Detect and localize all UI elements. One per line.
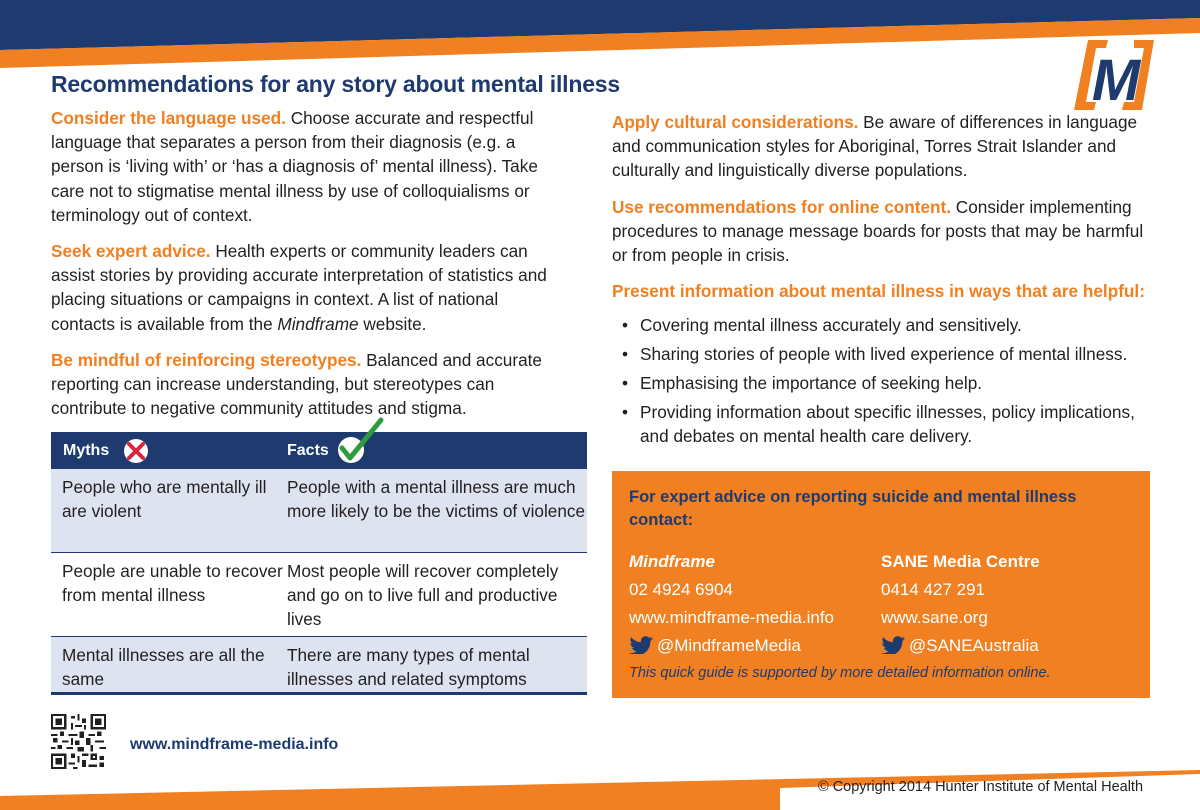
sane-twitter-row[interactable] xyxy=(881,632,1040,660)
table-header xyxy=(51,432,587,468)
stereotypes-lead: Be mindful of reinforcing stereotypes. xyxy=(51,349,362,370)
twitter-bird-icon xyxy=(629,636,655,654)
expert-italic: Mindframe xyxy=(277,313,359,334)
online-text: Consider implementing procedures to manage message boards for posts that may be harmful or from people in crisis. xyxy=(612,196,1144,266)
sane-twitter: @SANEAustralia xyxy=(909,636,1039,655)
cultural-paragraph xyxy=(612,110,1152,183)
copyright: © Copyright 2014 Hunter Institute of Mental Health xyxy=(818,779,1144,795)
qr-code-icon xyxy=(51,714,106,769)
mindframe-twitter: @MindframeMedia xyxy=(657,636,801,655)
right-column xyxy=(612,110,1152,453)
fact-cell: There are many types of mental illnesses and related symptoms xyxy=(287,645,530,689)
helpful-list xyxy=(622,313,1152,448)
sane-name: SANE Media Centre xyxy=(881,552,1040,571)
cultural-lead: Apply cultural considerations. xyxy=(612,112,859,132)
contact-note: This quick guide is supported by more detailed information online. xyxy=(629,665,1051,681)
sane-web[interactable]: www.sane.org xyxy=(881,608,988,627)
fact-cell: Most people will recover completely and go on to live full and productive lives xyxy=(287,561,559,629)
mindframe-contact xyxy=(629,548,834,660)
expert-lead: Seek expert advice. xyxy=(51,241,211,262)
list-item: • Covering mental illness accurately and sensitively. xyxy=(622,313,1152,337)
myths-facts-table xyxy=(51,432,587,695)
list-item: • Emphasising the importance of seeking help. xyxy=(622,371,1152,395)
online-paragraph xyxy=(612,195,1152,268)
myth-cell: Mental illnesses are all the same xyxy=(62,645,265,689)
top-banner xyxy=(0,0,1200,68)
language-text: Choose accurate and respectful language that separates a person from their diagnosis (e.g. a person is ‘living with’ or ‘has a diagnosis of’ mental illness). Take care not to stigmatise mental illness by use of colloquialisms or terminology out of context. xyxy=(51,108,538,225)
language-lead: Consider the language used. xyxy=(51,108,286,128)
language-paragraph xyxy=(51,106,561,227)
sane-contact xyxy=(881,548,1040,660)
mindframe-name: Mindframe xyxy=(629,552,715,571)
mindframe-phone[interactable]: 02 4924 6904 xyxy=(629,580,733,599)
online-lead: Use recommendations for online content. xyxy=(612,196,952,217)
facts-header: Facts xyxy=(287,442,329,459)
expert-text-a: Health experts or community leaders can assist stories by providing accurate interpretation of statistics and placing situations or campaigns in context. A list of national contacts is available from the xyxy=(51,241,547,334)
contact-title: For expert advice on reporting suicide and mental illness contact: xyxy=(629,488,1077,529)
fact-cell: People with a mental illness are much more likely to be the victims of violence xyxy=(287,477,586,521)
logo-letter: M xyxy=(1091,48,1141,112)
check-icon xyxy=(333,416,387,468)
expert-paragraph xyxy=(51,239,561,336)
cross-icon xyxy=(121,436,151,466)
table-row xyxy=(51,636,587,692)
myths-header: Myths xyxy=(63,442,110,459)
myth-cell: People are unable to recover from mental illness xyxy=(62,561,283,605)
left-column xyxy=(51,106,561,432)
page-title: Recommendations for any story about mental illness xyxy=(51,71,620,97)
table-row xyxy=(51,468,587,552)
myth-cell: People who are mentally ill are violent xyxy=(62,477,267,521)
sane-phone[interactable]: 0414 427 291 xyxy=(881,580,985,599)
twitter-bird-icon xyxy=(881,636,907,654)
mindframe-twitter-row[interactable] xyxy=(629,632,834,660)
stereotypes-paragraph xyxy=(51,348,561,421)
contact-box xyxy=(612,471,1150,698)
helpful-heading: Present information about mental illness in ways that are helpful: xyxy=(612,281,1145,302)
table-row xyxy=(51,552,587,636)
mindframe-logo xyxy=(1070,36,1162,112)
expert-text-b: website. xyxy=(358,313,427,334)
list-item: • Providing information about specific illnesses, policy implications, and debates on mental health care delivery. xyxy=(622,400,1152,448)
cultural-text: Be aware of differences in language and communication styles for Aboriginal, Torres Strait Islander and culturally and linguistically diverse populations. xyxy=(612,112,1138,181)
stereotypes-text: Balanced and accurate reporting can increase understanding, but stereotypes can contribute to negative community attitudes and stigma. xyxy=(51,349,542,419)
list-item: • Sharing stories of people with lived experience of mental illness. xyxy=(622,342,1152,366)
website-link[interactable]: www.mindframe-media.info xyxy=(130,736,339,753)
mindframe-web[interactable]: www.mindframe-media.info xyxy=(629,608,835,627)
